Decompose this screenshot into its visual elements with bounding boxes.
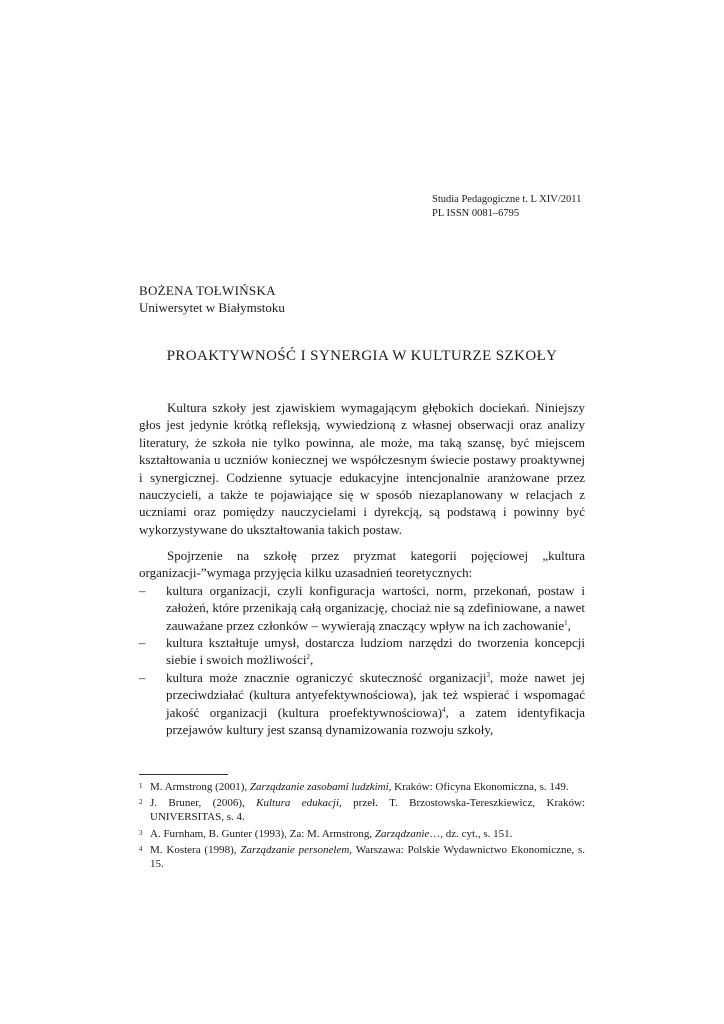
footnote-text: J. Bruner, (2006),: [150, 797, 257, 810]
author-block: [139, 282, 285, 316]
footnotes: [139, 780, 585, 873]
footnote-number: 3: [139, 828, 143, 837]
list-item-punct: ,: [309, 652, 314, 668]
dash-bullet: –: [139, 669, 146, 685]
assumption-list: [139, 582, 585, 739]
footnote: [139, 780, 585, 794]
footnote-divider: [139, 774, 228, 775]
list-item: [139, 582, 585, 634]
dash-bullet: –: [139, 582, 146, 598]
footnote-ref[interactable]: 4: [442, 705, 446, 714]
footnote: [139, 796, 585, 824]
footnote-number: 4: [139, 844, 143, 853]
list-item: [139, 669, 585, 739]
abstract-section: [139, 399, 585, 538]
footnote-text: , Kraków: Oficyna Ekonomiczna, s. 149.: [388, 781, 569, 793]
footnote: [139, 827, 585, 841]
footnote-title: Zarządzanie: [374, 827, 430, 840]
footnote-text: Warszawa: Polskie Wydawnictwo Ekonomiczne, s. 15.: [150, 843, 585, 871]
article-title: PROAKTYWNOŚĆ I SYNERGIA W KULTURZE SZKOŁY: [166, 348, 558, 364]
list-item-text: , może nawet jej przeciwdziałać (kultura antyefektywnościowa), jak też wspierać i wspomagać jakość organizacji (kultura proefektywnościowa): [166, 669, 585, 720]
paragraph-intro: Kultura szkoły jest zjawiskiem wymagającym głębokich dociekań. Niniejszy głos jest jedynie krótką refleksją, wywiedzioną z własnej obserwacji oraz analizy literatury, że szkoła nie tylko powinna, ale może, ma taką szansę, być miejscem kształtowania u uczniów koniecznej we współczesnym świecie postawy proaktywnej i synergicznej. Codzienne sytuacje edukacyjne intencjonalnie aranżowane przez nauczycieli, a także te pojawiające się w sposób niezaplanowany w relacjach z uczniami oraz pomiędzy nauczycielami i dyrekcją, są podstawą i powinny być wykorzystywane do ukształtowania takich postaw.: [139, 400, 585, 537]
footnote: [139, 843, 585, 871]
footnote-title: Zarządzanie personelem,: [240, 843, 353, 856]
footnote-number: 1: [139, 782, 143, 790]
author-name: BOŻENA TOŁWIŃSKA: [139, 283, 276, 298]
paragraph-lead: Spojrzenie na szkołę przez pryzmat kategorii pojęciowej „kultura organizacji-”wymaga przyjęcia kilku uzasadnień teoretycznych:: [139, 548, 585, 581]
journal-issn: PL ISSN 0081–6795: [432, 208, 520, 219]
list-item-text: , a zatem identyfikacja przejawów kultury jest szansą dynamizowania rozwoju szkoły,: [166, 704, 585, 738]
list-item-text: kultura kształtuje umysł, dostarcza ludziom narzędzi do tworzenia koncepcji siebie i swoich możliwości: [166, 635, 585, 668]
footnote-ref[interactable]: 2: [306, 653, 310, 662]
journal-info: [432, 193, 581, 221]
footnote-text: , przeł. T. Brzostowska-Tereszkiewicz, Kraków: UNIVERSITAS, s. 4.: [150, 797, 585, 824]
dash-bullet: –: [139, 635, 146, 651]
journal-volume: Studia Pedagogiczne t. L XIV/2011: [432, 194, 582, 205]
list-item: [139, 634, 585, 669]
footnote-number: 2: [139, 798, 143, 807]
list-item-text: kultura może znacznie ograniczyć skuteczność organizacji: [166, 669, 487, 685]
footnote-text: M. Kostera (1998),: [150, 843, 241, 856]
author-affiliation: Uniwersytet w Białymstoku: [139, 300, 285, 315]
footnote-title: Kultura edukacji: [256, 797, 340, 810]
footnote-text: A. Furnham, B. Gunter (1993), Za: M. Armstrong,: [150, 827, 375, 840]
footnote-text: M. Armstrong (2001),: [150, 781, 250, 793]
footnote-text: …, dz. cyt., s. 151.: [429, 827, 513, 840]
main-section: [139, 547, 585, 738]
list-item-text: kultura organizacji, czyli konfiguracja wartości, norm, przekonań, postaw i założeń, które przenikają całą organizację, chociaż nie są zdefiniowane, a nawet zauważane przez członków – wywierają znaczący wpływ na ich zachowanie: [166, 582, 585, 633]
footnote-ref[interactable]: 1: [564, 618, 568, 627]
footnote-title: Zarządzanie zasobami ludzkimi: [249, 781, 389, 793]
footnote-ref[interactable]: 3: [486, 670, 490, 679]
list-item-punct: ,: [567, 617, 571, 633]
